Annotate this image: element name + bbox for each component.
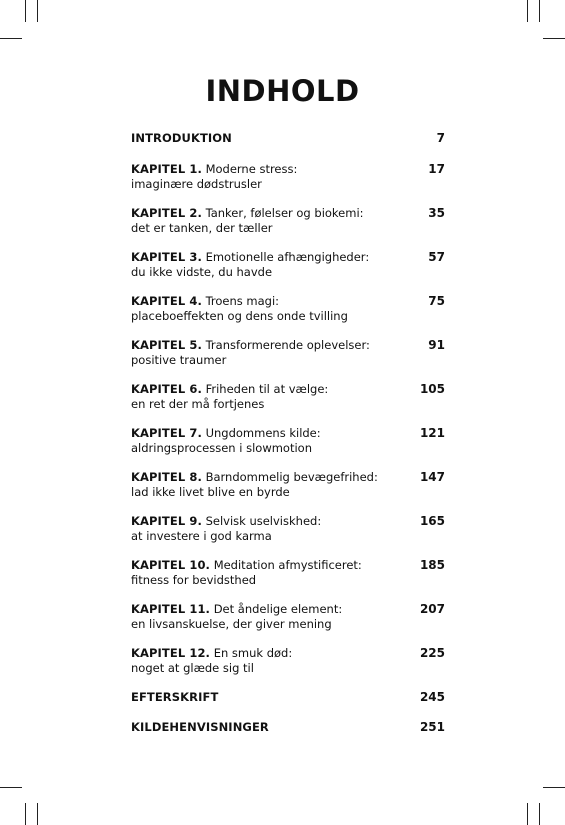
- toc-entry-kildehenvisninger[interactable]: [131, 720, 445, 735]
- entry-title: Ungdommens kilde:: [205, 426, 321, 440]
- toc-entry-kapitel-12[interactable]: [131, 646, 445, 676]
- toc-entry-kapitel-5[interactable]: [131, 338, 445, 368]
- entry-label: KAPITEL 10.: [131, 558, 211, 572]
- entry-page-number: 207: [419, 602, 445, 616]
- page-title: INDHOLD: [205, 74, 360, 108]
- crop-mark: [0, 38, 22, 39]
- crop-mark: [539, 803, 540, 825]
- entry-label: KAPITEL 5.: [131, 338, 202, 352]
- toc-entry-kapitel-8[interactable]: [131, 470, 445, 500]
- entry-page-number: 147: [419, 470, 445, 484]
- crop-mark: [37, 0, 38, 22]
- entry-label: KAPITEL 4.: [131, 294, 202, 308]
- entry-page-number: 57: [428, 250, 445, 264]
- entry-label: KAPITEL 12.: [131, 646, 211, 660]
- toc-entry-kapitel-7[interactable]: [131, 426, 445, 456]
- entry-title: Moderne stress:: [205, 162, 298, 176]
- entry-label: KILDEHENVISNINGER: [131, 720, 269, 734]
- entry-title: Det åndelige element:: [213, 602, 343, 616]
- entry-label: KAPITEL 11.: [131, 602, 211, 616]
- crop-mark: [25, 803, 26, 825]
- toc-entry-kapitel-11[interactable]: [131, 602, 445, 632]
- entry-page-number: 7: [436, 131, 445, 145]
- entry-label: EFTERSKRIFT: [131, 690, 219, 704]
- toc-entry-efterskrift[interactable]: [131, 690, 445, 705]
- entry-subtitle: en ret der må fortjenes: [131, 397, 265, 411]
- entry-page-number: 105: [419, 382, 445, 396]
- entry-page-number: 165: [419, 514, 445, 528]
- toc-entry-kapitel-9[interactable]: [131, 514, 445, 544]
- toc-entry-introduktion[interactable]: [131, 131, 445, 146]
- entry-label: INTRODUKTION: [131, 131, 232, 145]
- entry-page-number: 35: [428, 206, 445, 220]
- entry-label: KAPITEL 6.: [131, 382, 202, 396]
- entry-label: KAPITEL 3.: [131, 250, 202, 264]
- entry-subtitle: imaginære dødstrusler: [131, 177, 262, 191]
- entry-page-number: 185: [419, 558, 445, 572]
- entry-title: Barndommelig bevægefrihed:: [205, 470, 378, 484]
- toc-entry-kapitel-2[interactable]: [131, 206, 445, 236]
- toc-entry-kapitel-6[interactable]: [131, 382, 445, 412]
- entry-title: Troens magi:: [205, 294, 280, 308]
- entry-page-number: 225: [419, 646, 445, 660]
- entry-subtitle: placeboeffekten og dens onde tvilling: [131, 309, 348, 323]
- entry-subtitle: aldringsprocessen i slowmotion: [131, 441, 313, 455]
- entry-page-number: 121: [419, 426, 445, 440]
- entry-title: Tanker, følelser og biokemi:: [205, 206, 364, 220]
- entry-title: Meditation afmystificeret:: [213, 558, 362, 572]
- entry-label: KAPITEL 7.: [131, 426, 202, 440]
- entry-title: Emotionelle afhængigheder:: [205, 250, 370, 264]
- entry-subtitle: noget at glæde sig til: [131, 661, 254, 675]
- crop-mark: [527, 803, 528, 825]
- toc-entry-kapitel-3[interactable]: [131, 250, 445, 280]
- toc-entry-kapitel-4[interactable]: [131, 294, 445, 324]
- crop-mark: [543, 787, 565, 788]
- entry-title: Friheden til at vælge:: [205, 382, 329, 396]
- entry-title: En smuk død:: [213, 646, 293, 660]
- crop-mark: [539, 0, 540, 22]
- entry-page-number: 251: [419, 720, 445, 734]
- entry-subtitle: lad ikke livet blive en byrde: [131, 485, 290, 499]
- crop-mark: [527, 0, 528, 22]
- entry-page-number: 91: [428, 338, 445, 352]
- entry-subtitle: du ikke vidste, du havde: [131, 265, 273, 279]
- entry-label: KAPITEL 2.: [131, 206, 202, 220]
- entry-subtitle: fitness for bevidsthed: [131, 573, 257, 587]
- crop-mark: [0, 787, 22, 788]
- toc-entry-kapitel-10[interactable]: [131, 558, 445, 588]
- entry-page-number: 17: [428, 162, 445, 176]
- entry-page-number: 245: [419, 690, 445, 704]
- crop-mark: [25, 0, 26, 22]
- entry-subtitle: at investere i god karma: [131, 529, 272, 543]
- crop-mark: [37, 803, 38, 825]
- entry-label: KAPITEL 8.: [131, 470, 202, 484]
- entry-page-number: 75: [428, 294, 445, 308]
- entry-subtitle: en livsanskuelse, der giver mening: [131, 617, 332, 631]
- crop-mark: [543, 38, 565, 39]
- entry-title: Selvisk uselviskhed:: [205, 514, 322, 528]
- entry-label: KAPITEL 9.: [131, 514, 202, 528]
- entry-title: Transformerende oplevelser:: [205, 338, 370, 352]
- entry-subtitle: positive traumer: [131, 353, 227, 367]
- toc-entry-kapitel-1[interactable]: [131, 162, 445, 192]
- entry-subtitle: det er tanken, der tæller: [131, 221, 273, 235]
- entry-label: KAPITEL 1.: [131, 162, 202, 176]
